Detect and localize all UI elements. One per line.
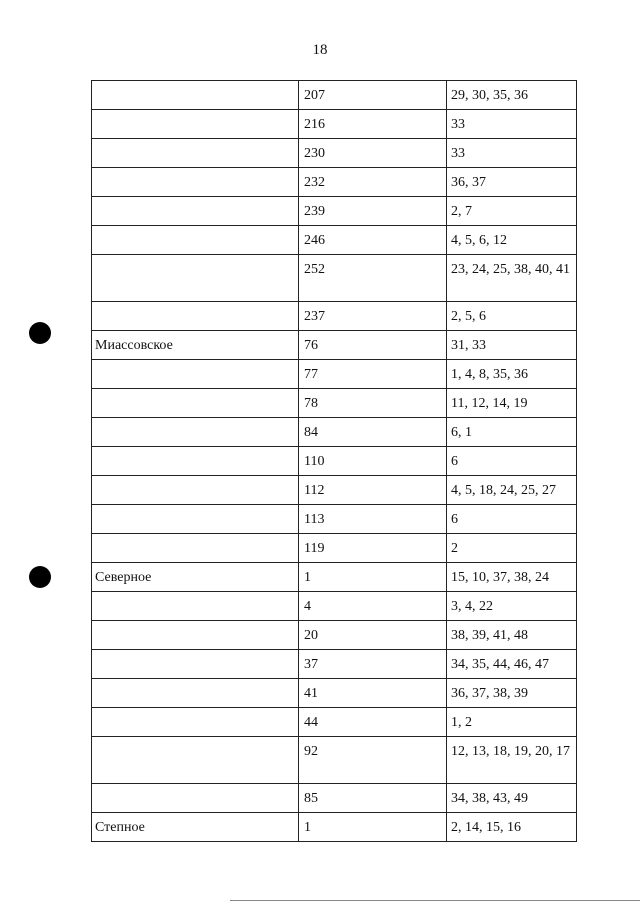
table-row	[92, 784, 577, 813]
cell-number: 112	[299, 476, 447, 505]
cell-name: Степное	[92, 813, 299, 842]
cell-values: 1, 4, 8, 35, 36	[447, 360, 577, 389]
cell-values: 33	[447, 110, 577, 139]
cell-name	[92, 534, 299, 563]
cell-name: Миассовское	[92, 331, 299, 360]
data-table	[91, 80, 577, 842]
cell-number: 4	[299, 592, 447, 621]
cell-name	[92, 360, 299, 389]
cell-name	[92, 226, 299, 255]
cell-number: 85	[299, 784, 447, 813]
cell-name	[92, 389, 299, 418]
cell-name: Северное	[92, 563, 299, 592]
table-row	[92, 360, 577, 389]
cell-number: 1	[299, 563, 447, 592]
cell-name	[92, 197, 299, 226]
page-number: 18	[312, 42, 328, 58]
cell-values: 6	[447, 505, 577, 534]
cell-number: 92	[299, 737, 447, 784]
cell-values: 12, 13, 18, 19, 20, 17	[447, 737, 577, 784]
cell-number: 37	[299, 650, 447, 679]
table-row	[92, 505, 577, 534]
punch-hole-mark	[29, 322, 51, 344]
cell-values: 6, 1	[447, 418, 577, 447]
cell-number: 246	[299, 226, 447, 255]
cell-number: 110	[299, 447, 447, 476]
table-row	[92, 81, 577, 110]
table-row	[92, 679, 577, 708]
cell-number: 41	[299, 679, 447, 708]
cell-number: 113	[299, 505, 447, 534]
table-row	[92, 302, 577, 331]
table-row	[92, 197, 577, 226]
cell-number: 76	[299, 331, 447, 360]
cell-name	[92, 737, 299, 784]
cell-number: 239	[299, 197, 447, 226]
punch-hole-mark	[29, 566, 51, 588]
table-row	[92, 563, 577, 592]
cell-values: 2	[447, 534, 577, 563]
cell-values: 34, 38, 43, 49	[447, 784, 577, 813]
cell-values: 4, 5, 6, 12	[447, 226, 577, 255]
table-row	[92, 447, 577, 476]
table-row	[92, 226, 577, 255]
cell-name	[92, 621, 299, 650]
cell-values: 38, 39, 41, 48	[447, 621, 577, 650]
cell-name	[92, 476, 299, 505]
table-row	[92, 139, 577, 168]
cell-values: 1, 2	[447, 708, 577, 737]
cell-name	[92, 418, 299, 447]
cell-name	[92, 447, 299, 476]
cell-name	[92, 302, 299, 331]
cell-number: 20	[299, 621, 447, 650]
cell-name	[92, 505, 299, 534]
table-row	[92, 255, 577, 302]
cell-name	[92, 784, 299, 813]
cell-number: 232	[299, 168, 447, 197]
cell-number: 216	[299, 110, 447, 139]
table-row	[92, 708, 577, 737]
cell-values: 31, 33	[447, 331, 577, 360]
cell-values: 11, 12, 14, 19	[447, 389, 577, 418]
cell-values: 2, 7	[447, 197, 577, 226]
cell-name	[92, 81, 299, 110]
table-row	[92, 813, 577, 842]
cell-values: 29, 30, 35, 36	[447, 81, 577, 110]
cell-name	[92, 592, 299, 621]
cell-number: 237	[299, 302, 447, 331]
cell-number: 207	[299, 81, 447, 110]
cell-number: 77	[299, 360, 447, 389]
table-row	[92, 534, 577, 563]
table-row	[92, 650, 577, 679]
cell-number: 252	[299, 255, 447, 302]
cell-number: 84	[299, 418, 447, 447]
cell-values: 34, 35, 44, 46, 47	[447, 650, 577, 679]
cell-name	[92, 650, 299, 679]
scan-edge-line	[230, 900, 640, 901]
cell-name	[92, 255, 299, 302]
table-row	[92, 331, 577, 360]
cell-values: 36, 37	[447, 168, 577, 197]
cell-values: 2, 14, 15, 16	[447, 813, 577, 842]
cell-values: 36, 37, 38, 39	[447, 679, 577, 708]
cell-name	[92, 139, 299, 168]
table-row	[92, 592, 577, 621]
table-row	[92, 476, 577, 505]
cell-number: 44	[299, 708, 447, 737]
cell-values: 2, 5, 6	[447, 302, 577, 331]
cell-values: 23, 24, 25, 38, 40, 41	[447, 255, 577, 302]
cell-values: 4, 5, 18, 24, 25, 27	[447, 476, 577, 505]
cell-number: 1	[299, 813, 447, 842]
cell-values: 6	[447, 447, 577, 476]
table-row	[92, 418, 577, 447]
table-body	[92, 81, 577, 842]
table-row	[92, 389, 577, 418]
table-row	[92, 168, 577, 197]
cell-name	[92, 679, 299, 708]
cell-name	[92, 708, 299, 737]
table-row	[92, 110, 577, 139]
cell-number: 78	[299, 389, 447, 418]
cell-number: 230	[299, 139, 447, 168]
table-row	[92, 737, 577, 784]
cell-name	[92, 110, 299, 139]
cell-values: 33	[447, 139, 577, 168]
cell-values: 15, 10, 37, 38, 24	[447, 563, 577, 592]
cell-number: 119	[299, 534, 447, 563]
cell-name	[92, 168, 299, 197]
cell-values: 3, 4, 22	[447, 592, 577, 621]
table-row	[92, 621, 577, 650]
